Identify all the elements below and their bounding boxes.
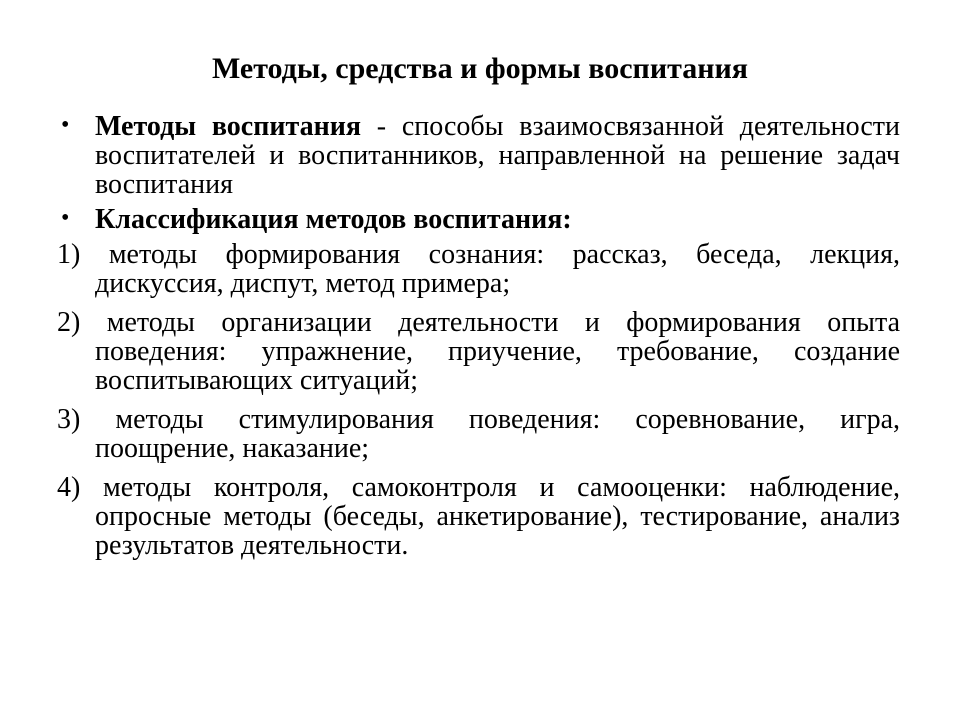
bullet-item-methods-definition bbox=[57, 112, 900, 199]
numbered-item-3: 3) методы стимулирования поведения: соревнование, игра, поощрение, наказание; bbox=[57, 404, 900, 464]
numbered-item-2: 2) методы организации деятельности и формирования опыта поведения: упражнение, приучение, требование, создание воспитывающих ситуаций; bbox=[57, 307, 900, 396]
term-methods: Методы воспитания bbox=[95, 111, 361, 142]
bullet-icon: • bbox=[61, 112, 70, 138]
slide-title: Методы, средства и формы воспитания bbox=[211, 52, 749, 85]
bullet-icon: • bbox=[61, 205, 70, 231]
definition-text: - способы взаимосвязанной деятельности воспитателей и воспитанников, направленной на решение задач воспитания bbox=[95, 111, 900, 200]
classification-heading: Классификация методов воспитания: bbox=[95, 204, 572, 235]
bullet-item-classification bbox=[57, 205, 900, 234]
slide-content bbox=[57, 112, 900, 560]
numbered-item-4: 4) методы контроля, самоконтроля и самооценки: наблюдение, опросные методы (беседы, анкетирование), тестирование, анализ результатов деятельности. bbox=[57, 472, 900, 561]
numbered-item-1: 1) методы формирования сознания: рассказ, беседа, лекция, дискуссия, диспут, метод примера; bbox=[57, 239, 900, 299]
